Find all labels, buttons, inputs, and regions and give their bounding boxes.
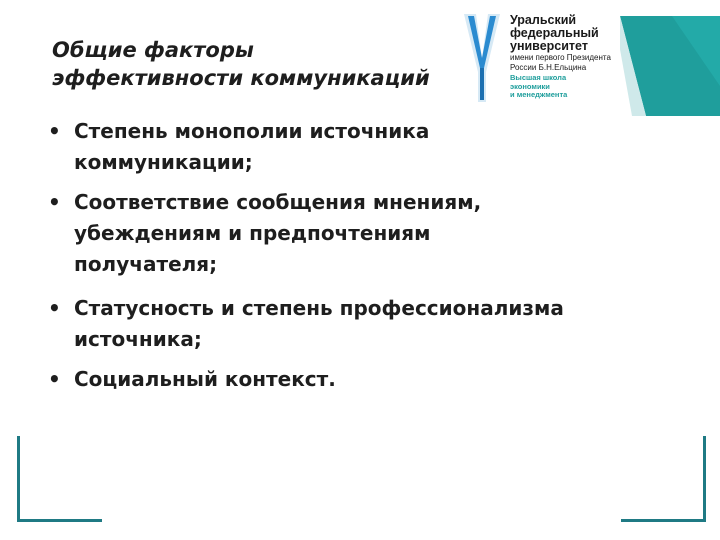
logo-line-2: федеральный	[510, 26, 599, 40]
bullet-list	[48, 116, 688, 404]
logo-line-1: Уральский	[510, 13, 577, 27]
ural-university-y-icon	[462, 12, 502, 104]
logo-text	[510, 14, 611, 100]
bullet-item	[48, 364, 688, 395]
bullet-text	[74, 293, 688, 355]
bullet-item	[48, 293, 688, 355]
university-logo	[462, 12, 720, 116]
logo-school-2: экономики	[510, 81, 550, 91]
bullet-line: Социальный контекст.	[74, 367, 336, 391]
bullet-line: Степень монополии источника	[74, 119, 430, 143]
corner-bracket-left-vertical	[17, 436, 20, 522]
bullet-text	[74, 116, 688, 178]
corner-bracket-left-horizontal	[17, 519, 102, 522]
title-line-1: Общие факторы	[52, 38, 254, 62]
bullet-dot	[48, 364, 74, 395]
corner-bracket-right-vertical	[703, 436, 706, 522]
logo-subtitle-1: имени первого Президента	[510, 53, 611, 62]
title-line-2: эффективности коммуникаций	[52, 66, 430, 90]
bullet-dot	[48, 187, 74, 218]
logo-school-1: Высшая школа	[510, 73, 567, 82]
logo-subtitle-2: России Б.Н.Ельцина	[510, 62, 587, 72]
bullet-text	[74, 364, 688, 395]
bullet-text	[74, 187, 688, 280]
bullet-line: источника;	[74, 327, 202, 351]
bullet-line: убеждениям и предпочтениям	[74, 221, 431, 245]
bullet-line: получателя;	[74, 252, 218, 276]
bullet-line: Статусность и степень профессионализма	[74, 296, 564, 320]
bullet-item	[48, 187, 688, 280]
slide-title	[52, 36, 430, 92]
corner-bracket-right-horizontal	[621, 519, 706, 522]
bullet-dot	[48, 116, 74, 147]
bullet-dot	[48, 293, 74, 324]
logo-line-3: университет	[510, 39, 588, 53]
logo-school-3: и менеджмента	[510, 90, 568, 99]
teal-corner-decoration	[620, 16, 720, 116]
bullet-line: Соответствие сообщения мнениям,	[74, 190, 482, 214]
bullet-item	[48, 116, 688, 178]
bullet-line: коммуникации;	[74, 150, 253, 174]
